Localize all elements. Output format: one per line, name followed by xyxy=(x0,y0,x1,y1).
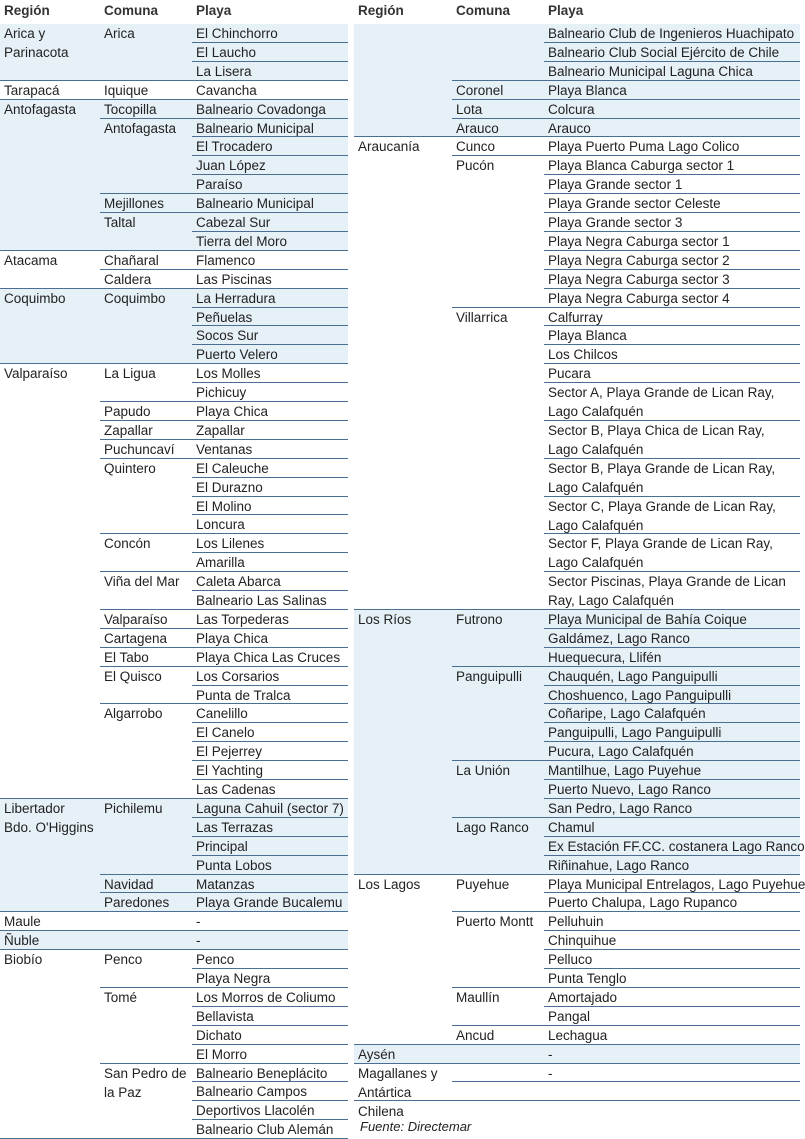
region-name: Biobío xyxy=(4,950,96,1139)
header-region: Región xyxy=(4,3,50,18)
playa-name: Pucura, Lago Calafquén xyxy=(548,742,798,761)
playa-name: Playa Negra Caburga sector 3 xyxy=(548,270,798,289)
comuna-name: Navidad xyxy=(104,875,190,894)
playa-name: Los Chilcos xyxy=(548,345,798,364)
playa-name: Playa Grande Bucalemu xyxy=(196,893,346,912)
playa-name: Coñaripe, Lago Calafquén xyxy=(548,704,798,723)
comuna-name: Algarrobo xyxy=(104,704,190,799)
comuna-name xyxy=(104,912,190,931)
region-name: Tarapacá xyxy=(4,81,96,100)
playa-name: El Morro xyxy=(196,1045,346,1064)
comuna-name: La Ligua xyxy=(104,364,190,402)
comuna-divider xyxy=(452,1081,800,1082)
playa-name: Playa Blanca xyxy=(548,81,798,100)
comuna-name: Papudo xyxy=(104,402,190,421)
playa-name: El Laucho xyxy=(196,43,346,62)
playa-name: Chinquihue xyxy=(548,931,798,950)
source-note: Fuente: Directemar xyxy=(360,1119,471,1134)
playa-name: Laguna Cahuil (sector 7) xyxy=(196,799,346,818)
playa-name: Playa Grande sector 3 xyxy=(548,213,798,232)
playa-name: Balneario Municipal Laguna Chica xyxy=(548,62,798,81)
comuna-name: Zapallar xyxy=(104,421,190,440)
playa-name: Balneario Club Social Ejército de Chile xyxy=(548,43,798,62)
playa-name: Pelluhuin xyxy=(548,912,798,931)
playa-name: El Caleuche xyxy=(196,459,346,478)
comuna-name: El Quisco xyxy=(104,667,190,705)
comuna-name xyxy=(104,931,190,950)
playa-name: Playa Chica xyxy=(196,629,346,648)
comuna-name: Quintero xyxy=(104,459,190,535)
playa-name: Ex Estación FF.CC. costanera Lago Ranco xyxy=(548,837,798,856)
playa-name: La Lisera xyxy=(196,62,346,81)
playa-name: Puerto Nuevo, Lago Ranco xyxy=(548,780,798,799)
playa-name: Pangal xyxy=(548,1007,798,1026)
playa-name: Peñuelas xyxy=(196,308,346,327)
table-header xyxy=(0,0,348,24)
playa-name: Colcura xyxy=(548,100,798,119)
region-name: Ñuble xyxy=(4,931,96,950)
playa-name: Playa Municipal de Bahía Coique xyxy=(548,610,798,629)
playa-name: - xyxy=(548,1045,798,1064)
region-name: Los Ríos xyxy=(358,610,454,875)
region-name: Magallanes y Antártica Chilena xyxy=(358,1064,454,1102)
comuna-name: Arauco xyxy=(456,119,546,138)
comuna-name xyxy=(456,1064,546,1083)
region-name: Antofagasta xyxy=(4,100,96,251)
region-name: Araucanía xyxy=(358,137,454,610)
playa-name: Playa Blanca Caburga sector 1 xyxy=(548,156,798,175)
playa-name: Dichato xyxy=(196,1026,346,1045)
playa-name: Puerto Velero xyxy=(196,345,346,364)
comuna-name: Pucón xyxy=(456,156,546,307)
playa-name: - xyxy=(196,931,346,950)
playa-name: Sector B, Playa Chica de Lican Ray, Lago Calafquén xyxy=(548,421,798,459)
region-name: Arica y Parinacota xyxy=(4,24,96,81)
comuna-name: Mejillones xyxy=(104,194,190,213)
playa-name: Paraíso xyxy=(196,175,346,194)
comuna-name: La Unión xyxy=(456,761,546,818)
comuna-name: Pichilemu xyxy=(104,799,190,875)
playa-name: - xyxy=(548,1064,798,1083)
playa-name: Balneario Covadonga xyxy=(196,100,346,119)
playa-name: Mantilhue, Lago Puyehue xyxy=(548,761,798,780)
playa-name: Balneario Campos xyxy=(196,1082,346,1101)
region-name: Coquimbo xyxy=(4,289,96,365)
header-playa: Playa xyxy=(548,3,583,18)
playa-name: Pelluco xyxy=(548,950,798,969)
playa-name: Balneario Club Alemán xyxy=(196,1120,346,1139)
playa-name: El Canelo xyxy=(196,723,346,742)
comuna-name: Penco xyxy=(104,950,190,988)
playa-name: Calfurray xyxy=(548,308,798,327)
playa-name: Juan López xyxy=(196,156,346,175)
comuna-name: Viña del Mar xyxy=(104,572,190,610)
table-header xyxy=(354,0,800,24)
playa-name: Playa Negra Caburga sector 4 xyxy=(548,289,798,308)
comuna-name: El Tabo xyxy=(104,648,190,667)
region-name xyxy=(358,24,454,137)
comuna-name xyxy=(456,1045,546,1064)
comuna-name: Puerto Montt xyxy=(456,912,546,988)
playa-name: Balneario Municipal xyxy=(196,194,346,213)
playa-name: Flamenco xyxy=(196,251,346,270)
playa-name: Chamul xyxy=(548,818,798,837)
playa-name: Playa Blanca xyxy=(548,326,798,345)
comuna-name: Chañaral xyxy=(104,251,190,270)
playa-name: Las Cadenas xyxy=(196,780,346,799)
comuna-name: Tocopilla xyxy=(104,100,190,119)
comuna-name: Arica xyxy=(104,24,190,81)
playa-name: Pucara xyxy=(548,364,798,383)
playa-name: Arauco xyxy=(548,119,798,138)
playa-name: El Chinchorro xyxy=(196,24,346,43)
playa-name: El Durazno xyxy=(196,478,346,497)
comuna-name: Antofagasta xyxy=(104,119,190,195)
playa-name: Playa Chica xyxy=(196,402,346,421)
playa-name: Amortajado xyxy=(548,988,798,1007)
comuna-name: Paredones xyxy=(104,893,190,912)
playa-name: Los Molles xyxy=(196,364,346,383)
playa-name: Playa Puerto Puma Lago Colico xyxy=(548,137,798,156)
playa-name: El Pejerrey xyxy=(196,742,346,761)
playa-name: El Yachting xyxy=(196,761,346,780)
playa-name: Deportivos Llacolén xyxy=(196,1101,346,1120)
playa-name: Riñinahue, Lago Ranco xyxy=(548,856,798,875)
playa-name: Penco xyxy=(196,950,346,969)
playa-name: Galdámez, Lago Ranco xyxy=(548,629,798,648)
comuna-name xyxy=(456,24,546,81)
playa-name: Punta Lobos xyxy=(196,856,346,875)
playa-name: Sector C, Playa Grande de Lican Ray, Lago Calafquén xyxy=(548,497,798,535)
playa-name: Balneario Club de Ingenieros Huachipato xyxy=(548,24,798,43)
comuna-name: Puchuncaví xyxy=(104,440,190,459)
playa-name: Ventanas xyxy=(196,440,346,459)
comuna-name: Villarrica xyxy=(456,308,546,610)
playa-name: Balneario Municipal xyxy=(196,119,346,138)
comuna-name: San Pedro de la Paz xyxy=(104,1064,190,1139)
playa-name: Tierra del Moro xyxy=(196,232,346,251)
comuna-name: Maullín xyxy=(456,988,546,1026)
comuna-name: Taltal xyxy=(104,213,190,251)
playa-name: Playa Municipal Entrelagos, Lago Puyehue xyxy=(548,875,798,894)
playa-name: Los Lilenes xyxy=(196,534,346,553)
comuna-name: Lago Ranco xyxy=(456,818,546,875)
comuna-name: Valparaíso xyxy=(104,610,190,629)
playa-name: San Pedro, Lago Ranco xyxy=(548,799,798,818)
playa-name: Playa Grande sector 1 xyxy=(548,175,798,194)
playa-name: Loncura xyxy=(196,515,346,534)
region-name: Atacama xyxy=(4,251,96,289)
playa-name: Punta Tenglo xyxy=(548,969,798,988)
playa-name: Sector F, Playa Grande de Lican Ray, Lago Calafquén xyxy=(548,534,798,572)
region-name: Los Lagos xyxy=(358,875,454,1045)
playa-name: Socos Sur xyxy=(196,326,346,345)
playa-name: Playa Grande sector Celeste xyxy=(548,194,798,213)
playa-name: Playa Negra xyxy=(196,969,346,988)
header-region: Región xyxy=(358,3,404,18)
playa-name: Las Torpederas xyxy=(196,610,346,629)
playa-name: Los Corsarios xyxy=(196,667,346,686)
comuna-name: Futrono xyxy=(456,610,546,667)
playa-name: - xyxy=(196,912,346,931)
comuna-name: Concón xyxy=(104,534,190,572)
playa-name: Playa Negra Caburga sector 2 xyxy=(548,251,798,270)
comuna-name: Ancud xyxy=(456,1026,546,1045)
playa-name: Sector B, Playa Grande de Lican Ray, Lago Calafquén xyxy=(548,459,798,497)
region-name: Libertador Bdo. O'Higgins xyxy=(4,799,96,912)
region-name: Maule xyxy=(4,912,96,931)
playa-name: Zapallar xyxy=(196,421,346,440)
header-comuna: Comuna xyxy=(456,3,510,18)
comuna-name: Panguipulli xyxy=(456,667,546,762)
playa-name: Bellavista xyxy=(196,1007,346,1026)
region-name: Aysén xyxy=(358,1045,454,1064)
playa-name: Playa Negra Caburga sector 1 xyxy=(548,232,798,251)
comuna-name: Cartagena xyxy=(104,629,190,648)
playa-name: Los Morros de Coliumo xyxy=(196,988,346,1007)
playa-name: La Herradura xyxy=(196,289,346,308)
playa-name: El Molino xyxy=(196,497,346,516)
playa-name: Canelillo xyxy=(196,704,346,723)
playa-name: Lechagua xyxy=(548,1026,798,1045)
playa-name: Las Terrazas xyxy=(196,818,346,837)
playa-name: Cavancha xyxy=(196,81,346,100)
comuna-name: Lota xyxy=(456,100,546,119)
playa-name: Las Piscinas xyxy=(196,270,346,289)
playa-name: Punta de Tralca xyxy=(196,686,346,705)
playa-name: Caleta Abarca xyxy=(196,572,346,591)
playa-name: Sector A, Playa Grande de Lican Ray, Lago Calafquén xyxy=(548,383,798,421)
comuna-name: Puyehue xyxy=(456,875,546,913)
playa-name: Huequecura, Llifén xyxy=(548,648,798,667)
comuna-name: Coquimbo xyxy=(104,289,190,365)
playa-name: Balneario Beneplácito xyxy=(196,1064,346,1083)
region-divider xyxy=(354,1100,800,1101)
playa-name: Panguipulli, Lago Panguipulli xyxy=(548,723,798,742)
playa-name: Chauquén, Lago Panguipulli xyxy=(548,667,798,686)
region-name: Valparaíso xyxy=(4,364,96,799)
playa-name: Matanzas xyxy=(196,875,346,894)
comuna-name: Coronel xyxy=(456,81,546,100)
playa-name: Balneario Las Salinas xyxy=(196,591,346,610)
playa-name: Playa Chica Las Cruces xyxy=(196,648,346,667)
playa-name: Amarilla xyxy=(196,553,346,572)
header-playa: Playa xyxy=(196,3,231,18)
playa-name: Cabezal Sur xyxy=(196,213,346,232)
comuna-name: Cunco xyxy=(456,137,546,156)
comuna-name: Caldera xyxy=(104,270,190,289)
playa-name: El Trocadero xyxy=(196,137,346,156)
playa-name: Puerto Chalupa, Lago Rupanco xyxy=(548,893,798,912)
comuna-name: Iquique xyxy=(104,81,190,100)
playa-name: Pichicuy xyxy=(196,383,346,402)
playa-name: Choshuenco, Lago Panguipulli xyxy=(548,686,798,705)
playa-name: Sector Piscinas, Playa Grande de Lican Ray, Lago Calafquén xyxy=(548,572,798,610)
comuna-name: Tomé xyxy=(104,988,190,1064)
header-comuna: Comuna xyxy=(104,3,158,18)
playa-name: Principal xyxy=(196,837,346,856)
